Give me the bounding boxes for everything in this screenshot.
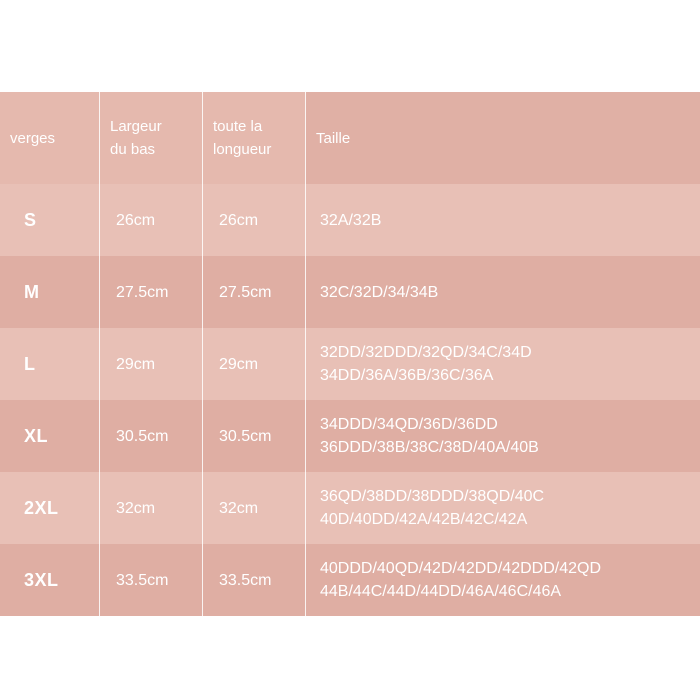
row-largeur-value: 27.5cm (100, 256, 203, 328)
row-longueur-value: 30.5cm (203, 400, 306, 472)
table-row (0, 256, 700, 328)
table-row (0, 184, 700, 256)
taille-line1: 32C/32D/34/34B (320, 283, 439, 301)
row-taille-value (306, 184, 700, 256)
row-largeur-value: 30.5cm (100, 400, 203, 472)
row-taille-value (306, 544, 700, 616)
header-cell-longueur (203, 92, 306, 184)
taille-line1: 32DD/32DDD/32QD/34C/34D (320, 344, 532, 361)
row-largeur-value: 33.5cm (100, 544, 203, 616)
row-longueur-value: 29cm (203, 328, 306, 400)
header-longueur-line2: longueur (213, 141, 272, 158)
table-row (0, 544, 700, 616)
row-taille-value (306, 400, 700, 472)
header-cell-taille: Taille (306, 92, 700, 184)
taille-line2: 34DD/36A/36B/36C/36A (320, 367, 494, 384)
table-header-row (0, 92, 700, 184)
row-longueur-value: 27.5cm (203, 256, 306, 328)
row-size-label: 2XL (0, 472, 100, 544)
table-row (0, 472, 700, 544)
taille-line1: 36QD/38DD/38DDD/38QD/40C (320, 488, 545, 505)
row-largeur-value: 26cm (100, 184, 203, 256)
taille-line2: 36DDD/38B/38C/38D/40A/40B (320, 439, 539, 456)
row-size-label: 3XL (0, 544, 100, 616)
row-size-label: M (0, 256, 100, 328)
taille-line1: 34DDD/34QD/36D/36DD (320, 416, 498, 433)
table-row (0, 400, 700, 472)
row-longueur-value: 33.5cm (203, 544, 306, 616)
row-size-label: S (0, 184, 100, 256)
size-chart-container (0, 92, 700, 616)
header-largeur-line1: Largeur (110, 118, 162, 135)
header-cell-largeur (100, 92, 203, 184)
row-taille-value (306, 256, 700, 328)
header-longueur-line1: toute la (213, 118, 263, 135)
taille-line2: 44B/44C/44D/44DD/46A/46C/46A (320, 583, 562, 600)
taille-line2: 40D/40DD/42A/42B/42C/42A (320, 511, 528, 528)
taille-line1: 32A/32B (320, 211, 382, 229)
row-taille-value (306, 472, 700, 544)
size-chart-table (0, 92, 700, 616)
row-taille-value (306, 328, 700, 400)
row-largeur-value: 29cm (100, 328, 203, 400)
table-row (0, 328, 700, 400)
row-size-label: L (0, 328, 100, 400)
row-largeur-value: 32cm (100, 472, 203, 544)
row-longueur-value: 26cm (203, 184, 306, 256)
row-size-label: XL (0, 400, 100, 472)
row-longueur-value: 32cm (203, 472, 306, 544)
header-cell-verges: verges (0, 92, 100, 184)
taille-line1: 40DDD/40QD/42D/42DD/42DDD/42QD (320, 560, 601, 577)
header-largeur-line2: du bas (110, 141, 156, 158)
